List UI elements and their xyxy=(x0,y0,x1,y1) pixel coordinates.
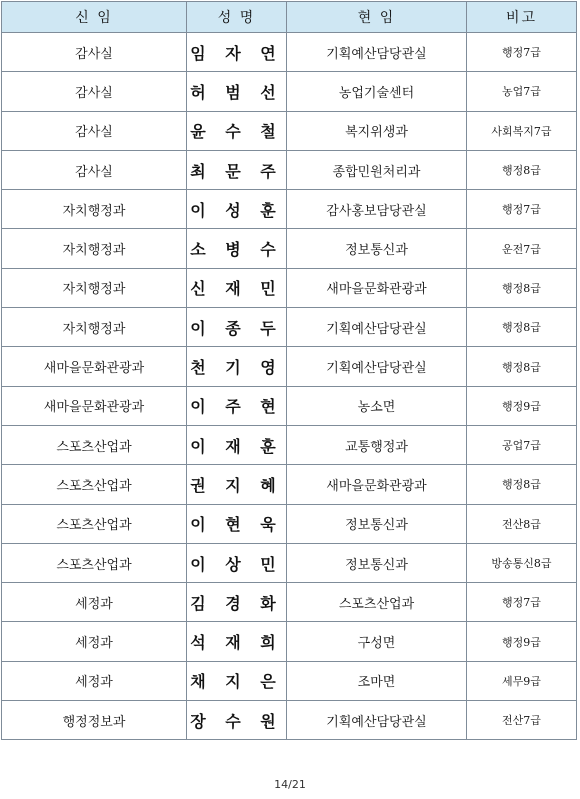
cell-name: 석 재 희 xyxy=(187,622,287,661)
cell-new-post: 스포츠산업과 xyxy=(2,465,187,504)
cell-current-post: 농업기술센터 xyxy=(287,72,467,111)
cell-name: 최 문 주 xyxy=(187,150,287,189)
cell-note: 행정8급 xyxy=(467,308,577,347)
header-new-post: 신 임 xyxy=(2,2,187,33)
cell-name: 이 종 두 xyxy=(187,308,287,347)
cell-current-post: 정보통신과 xyxy=(287,504,467,543)
cell-note: 행정9급 xyxy=(467,386,577,425)
cell-name: 임 자 연 xyxy=(187,33,287,72)
cell-new-post: 자치행정과 xyxy=(2,268,187,307)
cell-note: 행정7급 xyxy=(467,190,577,229)
cell-note: 공업7급 xyxy=(467,425,577,464)
cell-new-post: 감사실 xyxy=(2,33,187,72)
cell-new-post: 세정과 xyxy=(2,622,187,661)
cell-name: 이 상 민 xyxy=(187,543,287,582)
cell-current-post: 정보통신과 xyxy=(287,543,467,582)
cell-current-post: 구성면 xyxy=(287,622,467,661)
table-row xyxy=(2,504,577,543)
cell-current-post: 새마을문화관광과 xyxy=(287,465,467,504)
table-header xyxy=(2,2,577,33)
cell-name: 이 재 훈 xyxy=(187,425,287,464)
page-number: 14/21 xyxy=(274,778,306,791)
cell-name: 신 재 민 xyxy=(187,268,287,307)
cell-new-post: 세정과 xyxy=(2,583,187,622)
table-row xyxy=(2,347,577,386)
cell-name: 권 지 혜 xyxy=(187,465,287,504)
cell-new-post: 스포츠산업과 xyxy=(2,504,187,543)
cell-name: 이 주 현 xyxy=(187,386,287,425)
header-row xyxy=(2,2,577,33)
cell-current-post: 복지위생과 xyxy=(287,111,467,150)
table-row xyxy=(2,465,577,504)
cell-current-post: 정보통신과 xyxy=(287,229,467,268)
cell-new-post: 자치행정과 xyxy=(2,308,187,347)
cell-new-post: 새마을문화관광과 xyxy=(2,386,187,425)
cell-current-post: 기획예산담당관실 xyxy=(287,308,467,347)
cell-name: 허 범 선 xyxy=(187,72,287,111)
cell-new-post: 감사실 xyxy=(2,72,187,111)
cell-current-post: 교통행정과 xyxy=(287,425,467,464)
cell-new-post: 자치행정과 xyxy=(2,229,187,268)
cell-new-post: 감사실 xyxy=(2,150,187,189)
cell-current-post: 스포츠산업과 xyxy=(287,583,467,622)
table-row xyxy=(2,543,577,582)
cell-note: 행정8급 xyxy=(467,150,577,189)
cell-name: 장 수 원 xyxy=(187,701,287,740)
cell-note: 행정8급 xyxy=(467,347,577,386)
cell-current-post: 감사홍보담당관실 xyxy=(287,190,467,229)
cell-name: 소 병 수 xyxy=(187,229,287,268)
cell-current-post: 기획예산담당관실 xyxy=(287,33,467,72)
cell-name: 천 기 영 xyxy=(187,347,287,386)
header-note: 비고 xyxy=(467,2,577,33)
cell-name: 채 지 은 xyxy=(187,661,287,700)
table-row xyxy=(2,701,577,740)
cell-note: 행정9급 xyxy=(467,622,577,661)
personnel-table xyxy=(1,1,577,740)
table-row xyxy=(2,229,577,268)
header-name: 성 명 xyxy=(187,2,287,33)
cell-note: 행정7급 xyxy=(467,33,577,72)
cell-note: 운전7급 xyxy=(467,229,577,268)
cell-note: 세무9급 xyxy=(467,661,577,700)
cell-current-post: 조마면 xyxy=(287,661,467,700)
cell-current-post: 기획예산담당관실 xyxy=(287,347,467,386)
table-row xyxy=(2,111,577,150)
table-row xyxy=(2,190,577,229)
table-row xyxy=(2,583,577,622)
cell-name: 이 성 훈 xyxy=(187,190,287,229)
cell-new-post: 새마을문화관광과 xyxy=(2,347,187,386)
table-row xyxy=(2,268,577,307)
cell-note: 방송통신8급 xyxy=(467,543,577,582)
table-row xyxy=(2,308,577,347)
cell-note: 전산8급 xyxy=(467,504,577,543)
header-current-post: 현 임 xyxy=(287,2,467,33)
table-body xyxy=(2,33,577,740)
cell-new-post: 세정과 xyxy=(2,661,187,700)
table-row xyxy=(2,150,577,189)
table-row xyxy=(2,386,577,425)
cell-new-post: 스포츠산업과 xyxy=(2,425,187,464)
cell-new-post: 스포츠산업과 xyxy=(2,543,187,582)
table-row xyxy=(2,33,577,72)
table-row xyxy=(2,622,577,661)
cell-name: 김 경 화 xyxy=(187,583,287,622)
cell-note: 행정7급 xyxy=(467,583,577,622)
cell-note: 사회복지7급 xyxy=(467,111,577,150)
cell-note: 행정8급 xyxy=(467,268,577,307)
cell-note: 전산7급 xyxy=(467,701,577,740)
cell-new-post: 감사실 xyxy=(2,111,187,150)
table-row xyxy=(2,425,577,464)
cell-new-post: 자치행정과 xyxy=(2,190,187,229)
table-row xyxy=(2,661,577,700)
cell-current-post: 기획예산담당관실 xyxy=(287,701,467,740)
table-row xyxy=(2,72,577,111)
cell-name: 윤 수 철 xyxy=(187,111,287,150)
cell-name: 이 현 욱 xyxy=(187,504,287,543)
cell-note: 농업7급 xyxy=(467,72,577,111)
cell-note: 행정8급 xyxy=(467,465,577,504)
cell-current-post: 새마을문화관광과 xyxy=(287,268,467,307)
cell-new-post: 행정정보과 xyxy=(2,701,187,740)
cell-current-post: 종합민원처리과 xyxy=(287,150,467,189)
cell-current-post: 농소면 xyxy=(287,386,467,425)
